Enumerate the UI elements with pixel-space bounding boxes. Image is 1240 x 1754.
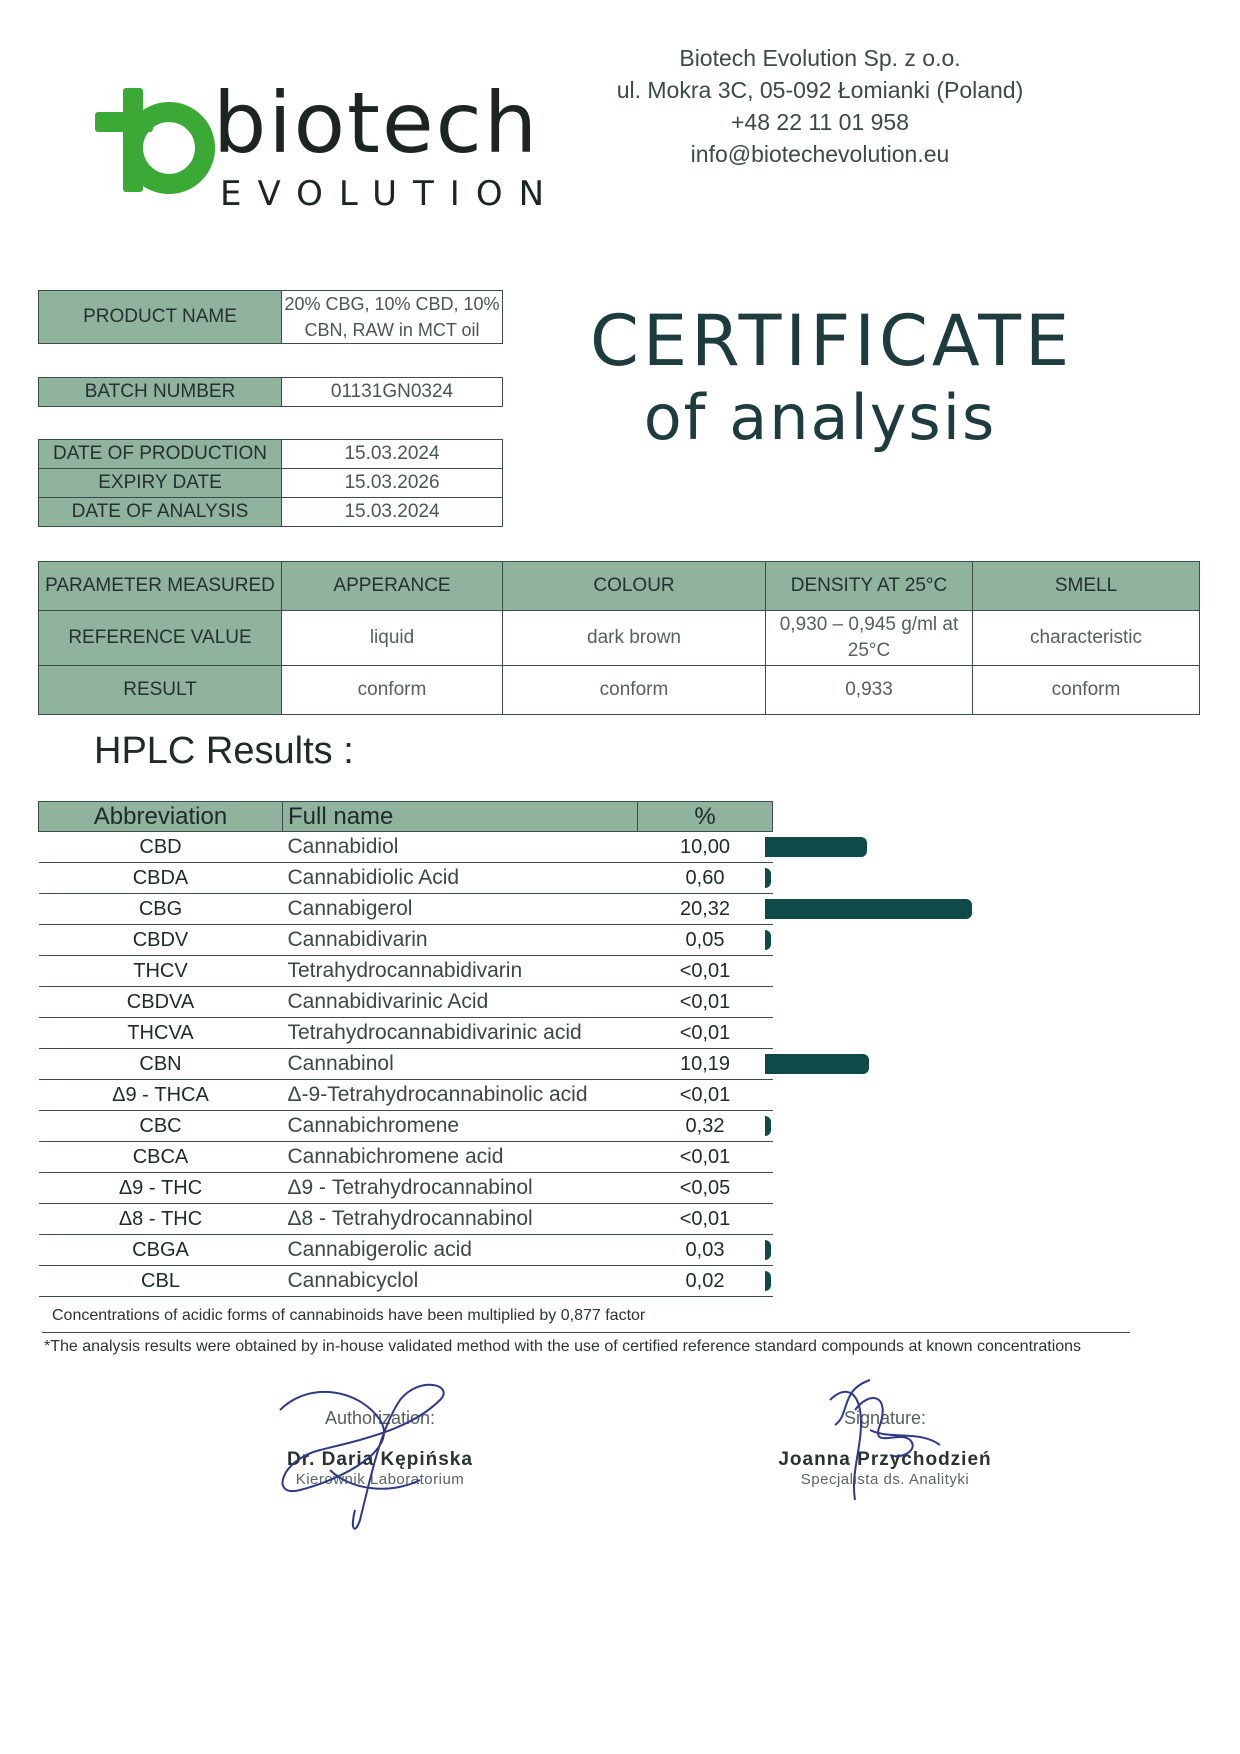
logo-mark-icon [95, 88, 215, 206]
result-value: conform [973, 666, 1200, 715]
hplc-percent: 0,03 [638, 1235, 773, 1266]
reference-value: liquid [282, 611, 503, 666]
batch-table [38, 377, 503, 407]
hplc-table [38, 801, 773, 1297]
company-phone: +48 22 11 01 958 [731, 109, 909, 135]
hplc-bar [765, 1054, 869, 1074]
hplc-row [39, 1173, 773, 1204]
hplc-row [39, 956, 773, 987]
hplc-fullname: Cannabinol [283, 1049, 638, 1080]
hplc-bar [765, 899, 972, 919]
result-value: conform [503, 666, 766, 715]
hplc-row [39, 987, 773, 1018]
param-header: SMELL [973, 562, 1200, 611]
reference-label: REFERENCE VALUE [39, 611, 282, 666]
hplc-percent: <0,01 [638, 1204, 773, 1235]
hplc-abbreviation: CBN [39, 1049, 283, 1080]
product-name-line1: 20% CBG, 10% CBD, 10% [284, 294, 500, 314]
hplc-col-fullname: Full name [283, 802, 638, 832]
hplc-col-percent: % [638, 802, 773, 832]
hplc-percent: <0,01 [638, 1080, 773, 1111]
analysis-date-label: DATE OF ANALYSIS [39, 498, 282, 527]
reference-value: dark brown [503, 611, 766, 666]
hplc-row [39, 1080, 773, 1111]
method-note: *The analysis results were obtained by in-house validated method with the use of certified reference standard compounds at known concentrations [44, 1338, 1082, 1355]
result-label: RESULT [39, 666, 282, 715]
certificate-title [590, 300, 1074, 454]
hplc-percent: 0,32 [638, 1111, 773, 1142]
hplc-bar [765, 1271, 771, 1291]
company-email[interactable]: info@biotechevolution.eu [690, 141, 950, 167]
authorizer-name: Dr. Daria Kępińska [287, 1449, 473, 1470]
hplc-bars [765, 832, 1025, 1292]
authorizer-role: Kierownik Laboratorium [295, 1471, 465, 1488]
result-value: conform [282, 666, 503, 715]
hplc-abbreviation: CBDA [39, 863, 283, 894]
hplc-fullname: Δ-9-Tetrahydrocannabinolic acid [283, 1080, 638, 1111]
hplc-row [39, 1142, 773, 1173]
hplc-row [39, 832, 773, 863]
signer-signature-icon [810, 1370, 950, 1510]
analysis-date-value: 15.03.2024 [282, 498, 503, 527]
hplc-percent: <0,05 [638, 1173, 773, 1204]
hplc-fullname: Cannabigerolic acid [283, 1235, 638, 1266]
hplc-percent: <0,01 [638, 1018, 773, 1049]
dates-table [38, 439, 503, 527]
hplc-bar [765, 930, 771, 950]
hplc-fullname: Cannabidivarin [283, 925, 638, 956]
certificate-title-line2: of analysis [643, 381, 997, 454]
density-ref-line1: 0,930 – 0,945 g/ml at [779, 614, 959, 635]
density-ref-line2: 25°C [847, 640, 891, 661]
acid-factor-note: Concentrations of acidic forms of cannabinoids have been multiplied by 0,877 factor [52, 1307, 646, 1324]
divider [42, 1332, 1130, 1333]
production-date-label: DATE OF PRODUCTION [39, 440, 282, 469]
product-name-value [282, 291, 503, 344]
hplc-row [39, 1266, 773, 1297]
hplc-percent: 20,32 [638, 894, 773, 925]
reference-value [766, 611, 973, 666]
hplc-abbreviation: THCVA [39, 1018, 283, 1049]
reference-value: characteristic [973, 611, 1200, 666]
result-value: 0,933 [766, 666, 973, 715]
hplc-fullname: Cannabigerol [283, 894, 638, 925]
parameter-table [38, 561, 1200, 715]
production-date-value: 15.03.2024 [282, 440, 503, 469]
certificate-title-line1: CERTIFICATE [590, 300, 1074, 382]
signature-label: Signature: [843, 1408, 927, 1428]
hplc-percent: <0,01 [638, 956, 773, 987]
hplc-abbreviation: Δ9 - THC [39, 1173, 283, 1204]
hplc-body [39, 832, 773, 1297]
company-logo [95, 74, 561, 218]
hplc-row [39, 1049, 773, 1080]
hplc-fullname: Cannabidiolic Acid [283, 863, 638, 894]
hplc-row [39, 863, 773, 894]
hplc-fullname: Tetrahydrocannabidivarinic acid [283, 1018, 638, 1049]
param-header: APPERANCE [282, 562, 503, 611]
authorization-label: Authorization: [324, 1408, 436, 1428]
hplc-bar [765, 837, 867, 857]
signer-name: Joanna Przychodzień [778, 1449, 992, 1470]
hplc-abbreviation: CBC [39, 1111, 283, 1142]
signer-role: Specjalista ds. Analityki [800, 1471, 970, 1488]
hplc-abbreviation: CBCA [39, 1142, 283, 1173]
param-header: COLOUR [503, 562, 766, 611]
company-address: ul. Mokra 3C, 05-092 Łomianki (Poland) [616, 77, 1024, 103]
hplc-col-abbreviation: Abbreviation [39, 802, 283, 832]
hplc-row [39, 894, 773, 925]
hplc-fullname: Cannabidivarinic Acid [283, 987, 638, 1018]
hplc-fullname: Cannabicyclol [283, 1266, 638, 1297]
product-name-line2: CBN, RAW in MCT oil [304, 320, 480, 340]
logo-subtitle: EVOLUTION [220, 174, 561, 214]
company-info [600, 42, 1040, 170]
hplc-percent: <0,01 [638, 1142, 773, 1173]
hplc-fullname: Δ8 - Tetrahydrocannabinol [283, 1204, 638, 1235]
param-header: PARAMETER MEASURED [39, 562, 282, 611]
batch-value: 01131GN0324 [282, 378, 503, 407]
hplc-percent: 0,02 [638, 1266, 773, 1297]
hplc-abbreviation: CBL [39, 1266, 283, 1297]
logo-word: biotech [213, 74, 540, 172]
hplc-bar [765, 868, 771, 888]
hplc-abbreviation: THCV [39, 956, 283, 987]
hplc-row [39, 1111, 773, 1142]
hplc-percent: <0,01 [638, 987, 773, 1018]
hplc-abbreviation: Δ8 - THC [39, 1204, 283, 1235]
hplc-row [39, 1018, 773, 1049]
expiry-date-label: EXPIRY DATE [39, 469, 282, 498]
hplc-row [39, 1204, 773, 1235]
hplc-percent: 10,00 [638, 832, 773, 863]
hplc-percent: 10,19 [638, 1049, 773, 1080]
hplc-heading: HPLC Results : [94, 730, 354, 772]
hplc-abbreviation: Δ9 - THCA [39, 1080, 283, 1111]
param-header: DENSITY AT 25°C [766, 562, 973, 611]
hplc-fullname: Cannabichromene [283, 1111, 638, 1142]
hplc-abbreviation: CBG [39, 894, 283, 925]
product-name-label: PRODUCT NAME [39, 291, 282, 344]
hplc-row [39, 925, 773, 956]
hplc-bar [765, 1116, 771, 1136]
expiry-date-value: 15.03.2026 [282, 469, 503, 498]
hplc-abbreviation: CBGA [39, 1235, 283, 1266]
hplc-fullname: Tetrahydrocannabidivarin [283, 956, 638, 987]
hplc-row [39, 1235, 773, 1266]
hplc-percent: 0,60 [638, 863, 773, 894]
hplc-abbreviation: CBDVA [39, 987, 283, 1018]
hplc-fullname: Cannabidiol [283, 832, 638, 863]
hplc-fullname: Δ9 - Tetrahydrocannabinol [283, 1173, 638, 1204]
hplc-bar [765, 1240, 771, 1260]
product-name-table [38, 290, 503, 344]
hplc-abbreviation: CBD [39, 832, 283, 863]
hplc-percent: 0,05 [638, 925, 773, 956]
hplc-abbreviation: CBDV [39, 925, 283, 956]
company-name: Biotech Evolution Sp. z o.o. [679, 45, 961, 71]
authorization-signature-icon [270, 1370, 460, 1540]
hplc-fullname: Cannabichromene acid [283, 1142, 638, 1173]
batch-label: BATCH NUMBER [39, 378, 282, 407]
